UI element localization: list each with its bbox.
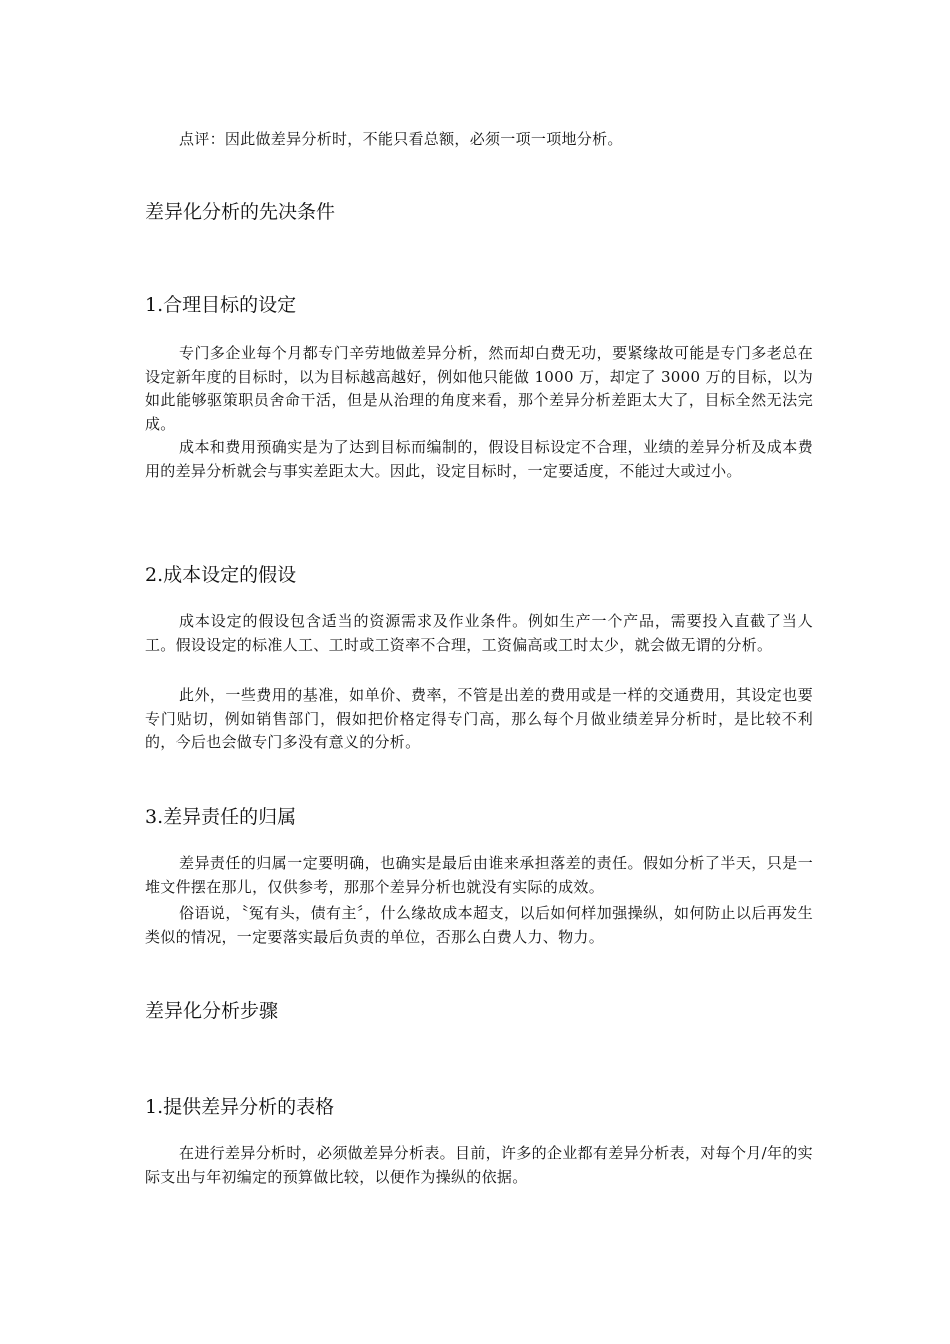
paragraph: 成本设定的假设包含适当的资源需求及作业条件。例如生产一个产品，需要投入直截了当人工。假设设定的标准人工、工时或工资率不合理，工资偏高或工时太少，就会做无谓的分析。	[145, 612, 813, 654]
section-title-steps: 差异化分析步骤	[145, 1000, 279, 1022]
paragraph: 专门多企业每个月都专门辛劳地做差异分析，然而却白费无功，要紧缘故可能是专门多老总在设定新年度的目标时，以为目标越高越好，例如他只能做 1000 万，却定了 3000 万的目标，以为如此能够驱策职员舍命干活，但是从治理的角度来看，那个差异分析差距太大了，目标全然无法完成。	[145, 344, 813, 433]
paragraph: 此外，一些费用的基准，如单价、费率，不管是出差的费用或是一样的交通费用，其设定也要专门贴切，例如销售部门，假如把价格定得专门高，那么每个月做业绩差异分析时，是比较不利的，今后也会做专门多没有意义的分析。	[145, 686, 813, 751]
section-title-prerequisites: 差异化分析的先决条件	[145, 201, 336, 223]
intro-comment: 点评：因此做差异分析时，不能只看总额，必须一项一项地分析。	[179, 130, 623, 148]
subheading-reasonable-target: 1.合理目标的设定	[145, 294, 297, 316]
subheading-responsibility: 3.差异责任的归属	[145, 806, 297, 828]
subheading-variance-table: 1.提供差异分析的表格	[145, 1096, 335, 1118]
paragraph: 在进行差异分析时，必须做差异分析表。目前，许多的企业都有差异分析表，对每个月/年的实际支出与年初编定的预算做比较，以便作为操纵的依据。	[145, 1144, 813, 1186]
paragraph: 成本和费用预确实是为了达到目标而编制的，假设目标设定不合理，业绩的差异分析及成本费用的差异分析就会与事实差距太大。因此，设定目标时，一定要适度，不能过大或过小。	[145, 438, 813, 480]
subheading-cost-assumption: 2.成本设定的假设	[145, 564, 297, 586]
paragraph: 差异责任的归属一定要明确，也确实是最后由谁来承担落差的责任。假如分析了半天，只是一堆文件摆在那儿，仅供参考，那那个差异分析也就没有实际的成效。	[145, 854, 813, 896]
paragraph: 俗语说，〝冤有头，债有主〞，什么缘故成本超支，以后如何样加强操纵，如何防止以后再发生类似的情况，一定要落实最后负责的单位，否那么白费人力、物力。	[145, 904, 813, 946]
